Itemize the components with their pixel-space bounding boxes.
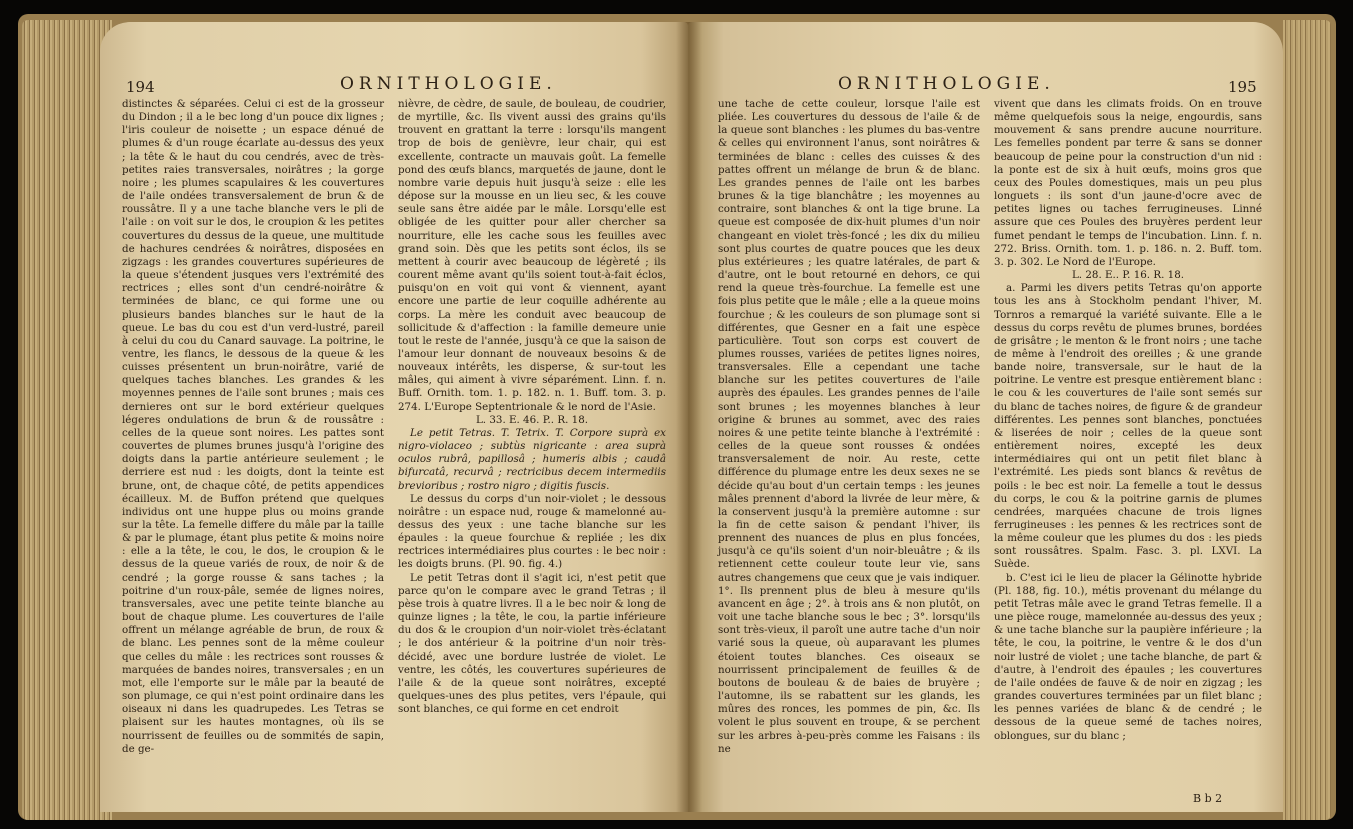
paragraph: Le dessus du corps d'un noir-violet ; le dessous noirâtre : un espace nud, rouge & mamelonné au-dessus des yeux : une tache blanche sur les épaules : la queue fourchue & repliée ; les dix rectrices intermédiaires plus courtes : le bec noir : les doigts bruns. (Pl. 90. fig. 4.) bbox=[398, 492, 666, 571]
paragraph: distinctes & séparées. Celui ci est de la grosseur du Dindon ; il a le bec long d'un pouce dix lignes ; l'iris couleur de noisette ; un espace dénué de plumes & d'un rouge écarlate au-dessus des yeux ; la tête & le haut du cou cendrés, avec de très-petites raies transversales, noirâtres ; la gorge noire ; les plumes scapulaires & les couvertures de l'aile ondées transversalement de brun & de roussâtre. Il y a une tache blanche vers le pli de l'aile : on voit sur le dos, le croupion & les petites couvertures du dessus de la queue, une multitude de hachures cendrées & noirâtres, disposées en zigzags : les grandes couvertures supérieures de la queue s'étendent jusques vers l'extrémité des rectrices ; elles sont d'un cendré-noirâtre & terminées de blanc, ce qui forme une ou plusieurs bandes blanches sur le haut de la queue. Le bas du cou est d'un verd-lustré, pareil à celui du cou du Canard sauvage. La poitrine, le ventre, les flancs, le dessous de la queue & les cuisses présentent un brun-noirâtre, varié de quelques taches blanches. Les grandes & les moyennes pennes de l'aile sont brunes ; mais ces dernieres ont sur le bord extérieur quelques légeres ondulations de brun & de roussâtre : celles de la queue sont noires. Les pattes sont couvertes de plumes brunes jusqu'à l'origine des doigts dans la partie antérieure seulement ; le derriere est nud : les doigts, dont la teinte est brune, ont, de chaque côté, de petits appendices écailleux. M. de Buffon prétend que quelques individus ont une huppe plus ou moins grande sur la tête. La femelle differe du mâle par la taille & par le plumage, étant plus petite & moins noire : elle a la tête, le cou, le dos, le croupion & le dessus de la queue variés de roux, de noir & de cendré ; la gorge rousse & sans taches ; la poitrine d'un roux-pâle, semée de lignes noires, transversales, avec une petite teinte blanche au bout de chaque plume. Les couvertures de l'aile offrent un mélange agréable de brun, de roux & de blanc. Les pennes sont de la même couleur que celles du mâle : les rectrices sont rousses & marquées de bandes noires, transversales ; en un mot, elle l'emporte sur le mâle par la beauté de son plumage, ce qui n'est point ordinaire dans les oiseaux ni dans les quadrupedes. Les Tetras se plaisent sur les hautes montagnes, où ils se nourrissent de feuilles ou de sommités de sapin, de ge- bbox=[122, 98, 384, 755]
paragraph: une tache de cette couleur, lorsque l'aile est pliée. Les couvertures du dessous de l'aile & de la queue sont blanches : les plumes du bas-ventre & celles qui environnent l'anus, sont noirâtres & terminées de blanc : celles des cuisses & des pattes offrent un mélange de brun & de blanc. Les grandes pennes de l'aile ont les barbes brunes & la tige blanchâtre ; les moyennes au contraire, sont blanches & ont la tige brune. La queue est composée de dix-huit plumes d'un noir changeant en violet très-foncé ; les dix du milieu sont plus courtes de quatre pouces que les deux plus extérieures ; les quatre latérales, de part & d'autre, ont le bout retourné en dehors, ce qui rend la queue très-fourchue. La femelle est une fois plus petite que le mâle ; elle a la queue moins fourchue ; & les couleurs de son plumage sont si différentes, que Gesner en a fait une espèce particulière. Tout son corps est couvert de plumes rousses, variées de petites lignes noires, transversales. Elle a cependant une tache blanche sur les petites couvertures de l'aile auprès des épaules. Les grandes pennes de l'aile sont brunes ; les moyennes blanches à leur origine & brunes au sommet, avec des raies noires & une petite teinte blanche à l'extrémité : celles de la queue sont rousses & ondées transversalement de noir. Au reste, cette différence du plumage entre les deux sexes ne se décide qu'au bout d'un certain temps : les jeunes mâles prennent d'abord la livrée de leur mère, & la conservent jusqu'à la première automne : sur la fin de cette saison & pendant l'hiver, ils prennent des nuances de plus en plus foncées, jusqu'à ce qu'ils soient d'un noir-bleuâtre ; & ils retiennent cette couleur toute leur vie, sans autres changemens que ceux que je vais indiquer. 1°. Ils prennent plus de bleu à mesure qu'ils avancent en âge ; 2°. à trois ans & non plutôt, on voit une tache blanche sous le bec ; 3°. lorsqu'ils sont très-vieux, il paroît une autre tache d'un noir varié sous la queue, où auparavant les plumes étoient toutes blanches. Ces oiseaux se nourrissent principalement de feuilles & de boutons de bouleau & de baies de bruyère ; l'automne, ils se rabattent sur les glands, les mûres des ronces, les pommes de pin, &c. Ils volent le plus souvent en troupe, & se perchent sur les arbres à-peu-près comme les Faisans : ils ne bbox=[718, 98, 980, 755]
page-edges-left bbox=[22, 20, 112, 820]
measurements: L. 33. E. 46. P.. R. 18. bbox=[475, 413, 589, 426]
species-heading: Le petit Tetras. T. Tetrix. T. Corpore suprà ex nigro-violaceo ; subtùs nigricante : area suprà oculos rubrâ, papillosâ ; humeris albis ; caudâ bifurcatâ, recurvâ ; rectricibus decem intermediis brevioribus ; rostro nigro ; digitis fuscis. bbox=[398, 426, 666, 492]
page-edges-right bbox=[1283, 20, 1331, 820]
paragraph: b. C'est ici le lieu de placer la Gélinotte hybride (Pl. 188, fig. 10.), métis provenant du mélange du petit Tetras mâle avec le grand Tetras femelle. Il a une pièce rouge, mamelonnée au-dessus des yeux ; & une tache blanche sur la paupière inférieure ; la tête, le cou, la poitrine, le ventre & le dos d'un noir lustré de violet ; une tache blanche, de part & d'autre, à l'endroit des épaules ; les couvertures de l'aile ondées de fauve & de noir en zigzag ; les grandes couvertures terminées par un filet blanc ; les pennes variées de blanc & de cendré ; le dessous de la queue semé de taches noires, oblongues, sur du blanc ; bbox=[994, 571, 1262, 742]
page-number: 195 bbox=[1228, 78, 1257, 96]
running-head: ORNITHOLOGIE. bbox=[838, 74, 1055, 94]
paragraph: vivent que dans les climats froids. On en trouve même quelquefois sous la neige, engourdis, sans mouvement & sans prendre aucune nourriture. Les femelles pondent par terre & sans se donner beaucoup de peine pour la construction d'un nid : la ponte est de six à huit œufs, moins gros que ceux des Poules domestiques, mais un peu plus longuets : ils sont d'un jaune-d'ocre avec de petites lignes ou taches ferrugineuses. Linné assure que ces Poules des bruyères perdent leur fumet pendant le temps de l'incubation. Linn. f. n. 272. Briss. Ornith. tom. 1. p. 186. n. 2. Buff. tom. 3. p. 302. Le Nord de l'Europe. bbox=[994, 98, 1262, 268]
left-page bbox=[100, 22, 688, 812]
text-column-2 bbox=[398, 98, 666, 716]
running-head: ORNITHOLOGIE. bbox=[340, 74, 557, 94]
paragraph: a. Parmi les divers petits Tetras qu'on apporte tous les ans à Stockholm pendant l'hiver, M. Tornros a remarqué la variété suivante. Elle a le dessus du corps revêtu de plumes brunes, bordées de grisâtre ; le menton & le front noirs ; une tache de même à l'endroit des oreilles ; & une grande bande noire, transversale, sur le haut de la poitrine. Le ventre est presque entièrement blanc : le cou & les couvertures de l'aile sont semés sur du blanc de taches noires, de figure & de grandeur différentes. Les pennes sont blanches, ponctuées & liserées de noir ; celles de la queue sont entièrement noires, excepté les deux intermédiaires qui ont un petit filet blanc à l'extrémité. Les pieds sont blancs & revêtus de poils : le bec est noir. La femelle a tout le dessus du corps, le cou & la poitrine garnis de plumes cendrées, marquées chacune de trois lignes ferrugineuses : les pennes & les rectrices sont de la même couleur que les plumes du dos : les pieds sont roussâtres. Spalm. Fasc. 3. pl. LXVI. La Suède. bbox=[994, 282, 1262, 571]
signature-mark: B b 2 bbox=[1193, 792, 1223, 805]
paragraph: Le petit Tetras dont il s'agit ici, n'est petit que parce qu'on le compare avec le grand Tetras ; il pèse trois à quatre livres. Il a le bec noir & long de quinze lignes ; la tête, le cou, la partie inférieure du dos & le croupion d'un noir-violet très-éclatant ; le dos antérieur & la poitrine d'un noir très-décidé, avec une bordure lustrée de violet. Le ventre, les côtés, les couvertures supérieures de l'aile & de la queue sont noirâtres, excepté quelques-unes des plus petites, vers l'épaule, qui sont blanches, ce qui forme en cet endroit bbox=[398, 571, 666, 716]
text-column-2 bbox=[994, 98, 1262, 743]
measurements: L. 28. E.. P. 16. R. 18. bbox=[1071, 269, 1185, 282]
text-column-1 bbox=[718, 98, 980, 756]
page-number: 194 bbox=[126, 78, 155, 96]
paragraph: nièvre, de cèdre, de saule, de bouleau, de coudrier, de myrtille, &c. Ils vivent aussi des grains qu'ils trouvent en grattant la terre : lorsqu'ils mangent trop de bois de genièvre, leur chair, qui est excellente, contracte un mauvais goût. La femelle pond des œufs blancs, marquetés de jaune, dont le nombre varie depuis huit jusqu'à seize : elle les dépose sur la mousse en un lieu sec, & les couve seule sans être aidée par le mâle. Lorsqu'elle est obligée de les quitter pour aller chercher sa nourriture, elle les cache sous les feuilles avec grand soin. Dès que les petits sont éclos, ils se mettent à courir avec beaucoup de légèreté ; ils courent même avant qu'ils soient tout-à-fait éclos, puisqu'on en voit qui vont & viennent, ayant encore une partie de leur coquille adhérente au corps. La mère les conduit avec beaucoup de sollicitude & d'affection : la famille demeure unie tout le reste de l'année, jusqu'à ce que la saison de l'amour leur donnant de nouveaux besoins & de nouveaux intérêts, les disperse, & sur-tout les mâles, qui aiment à vivre séparément. Linn. f. n. Buff. Ornith. tom. 1. p. 182. n. 1. Buff. tom. 3. p. 274. L'Europe Septentrionale & le nord de l'Asie. bbox=[398, 98, 666, 413]
text-column-1 bbox=[122, 98, 384, 756]
right-page bbox=[688, 22, 1283, 812]
book-gutter bbox=[676, 22, 702, 812]
